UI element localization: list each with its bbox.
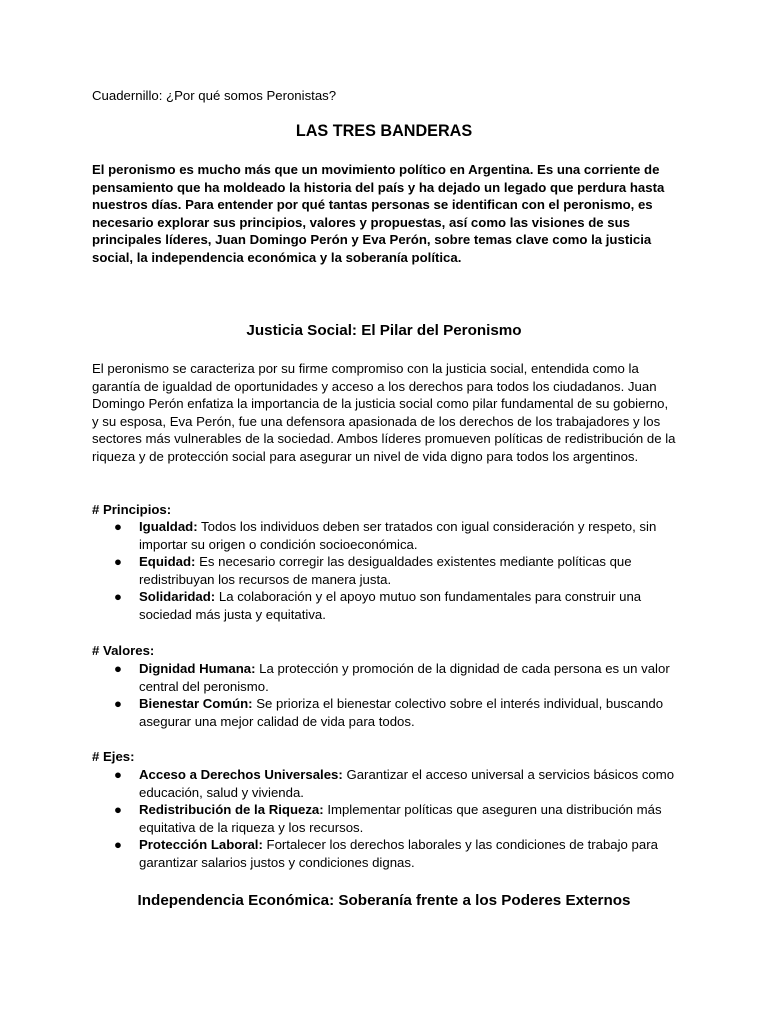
list-item-text: Todos los individuos deben ser tratados con igual consideración y respeto, sin importar su origen o condición socioeconómica. (139, 519, 657, 552)
principios-label: # Principios: (92, 502, 172, 517)
section-title-justicia-social: Justicia Social: El Pilar del Peronismo (246, 322, 522, 339)
bullet-icon: ● (114, 767, 122, 782)
bullet-icon: ● (114, 661, 122, 676)
principios-list (92, 518, 676, 624)
bullet-icon: ● (114, 519, 122, 534)
valores-label: # Valores: (92, 643, 155, 658)
list-item (92, 766, 676, 801)
list-item (92, 588, 676, 623)
list-item-text: Fortalecer los derechos laborales y las condiciones de trabajo para garantizar salarios justos y condiciones dignas. (139, 837, 658, 870)
list-item-text: La colaboración y el apoyo mutuo son fundamentales para construir una sociedad más justa y equitativa. (139, 589, 642, 622)
list-item-text: La protección y promoción de la dignidad de cada persona es un valor central del peronismo. (139, 661, 670, 694)
list-item-text: Es necesario corregir las desigualdades existentes mediante políticas que redistribuyan los recursos de manera justa. (139, 554, 632, 587)
bullet-icon: ● (114, 696, 122, 712)
document-header-line: Cuadernillo: ¿Por qué somos Peronistas? (92, 88, 337, 103)
list-item-term: Dignidad Humana: (139, 661, 256, 676)
bullet-icon: ● (114, 589, 122, 605)
list-item (92, 660, 676, 695)
bullet-icon: ● (114, 554, 122, 570)
ejes-label: # Ejes: (92, 749, 135, 764)
list-item (92, 553, 676, 588)
document-title: LAS TRES BANDERAS (295, 122, 473, 140)
list-item-text: Garantizar el acceso universal a servicios básicos como educación, salud y vivienda. (139, 767, 675, 800)
bullet-icon: ● (114, 837, 122, 853)
intro-paragraph: El peronismo es mucho más que un movimiento político en Argentina. Es una corriente de pensamiento que ha moldeado la historia del país y ha dejado un legado que perdura hasta nuestros días. Para entender por qué tantas personas se identifican con el peronismo, es necesario explorar sus principios, valores y propuestas, así como las visiones de sus principales líderes, Juan Domingo Perón y Eva Perón, sobre temas clave como la justicia social, la independencia económica y la soberanía política. (92, 162, 665, 265)
list-item (92, 836, 676, 871)
ejes-list (92, 766, 676, 872)
list-item-text: Se prioriza el bienestar colectivo sobre el interés individual, buscando asegurar una mejor calidad de vida para todos. (139, 696, 664, 729)
list-item-term: Bienestar Común: (139, 696, 253, 712)
list-item-term: Equidad: (139, 554, 196, 570)
justicia-social-paragraph: El peronismo se caracteriza por su firme compromiso con la justicia social, entendida como la garantía de igualdad de oportunidades y acceso a los derechos para todos los ciudadanos. Juan Domingo Perón enfatiza la importancia de la justicia social como pilar fundamental de su gobierno, y su esposa, Eva Perón, fue una defensora apasionada de los derechos de los trabajadores y los sectores más vulnerables de la sociedad. Ambos líderes promueven políticas de redistribución de la riqueza y de protección social para asegurar un nivel de vida digno para todos los argentinos. (92, 361, 676, 464)
section-title-independencia-economica: Independencia Económica: Soberanía frente a los Poderes Externos (137, 892, 631, 909)
list-item-term: Acceso a Derechos Universales: (139, 767, 343, 782)
list-item (92, 695, 676, 730)
list-item (92, 518, 676, 553)
list-item-term: Redistribución de la Riqueza: (139, 802, 324, 818)
list-item-term: Protección Laboral: (139, 837, 263, 853)
list-item (92, 801, 676, 836)
valores-list (92, 660, 676, 730)
list-item-term: Solidaridad: (139, 589, 216, 605)
list-item-text: Implementar políticas que aseguren una distribución más equitativa de la riqueza y los recursos. (139, 802, 662, 835)
list-item-term: Igualdad: (139, 519, 198, 534)
bullet-icon: ● (114, 802, 122, 818)
